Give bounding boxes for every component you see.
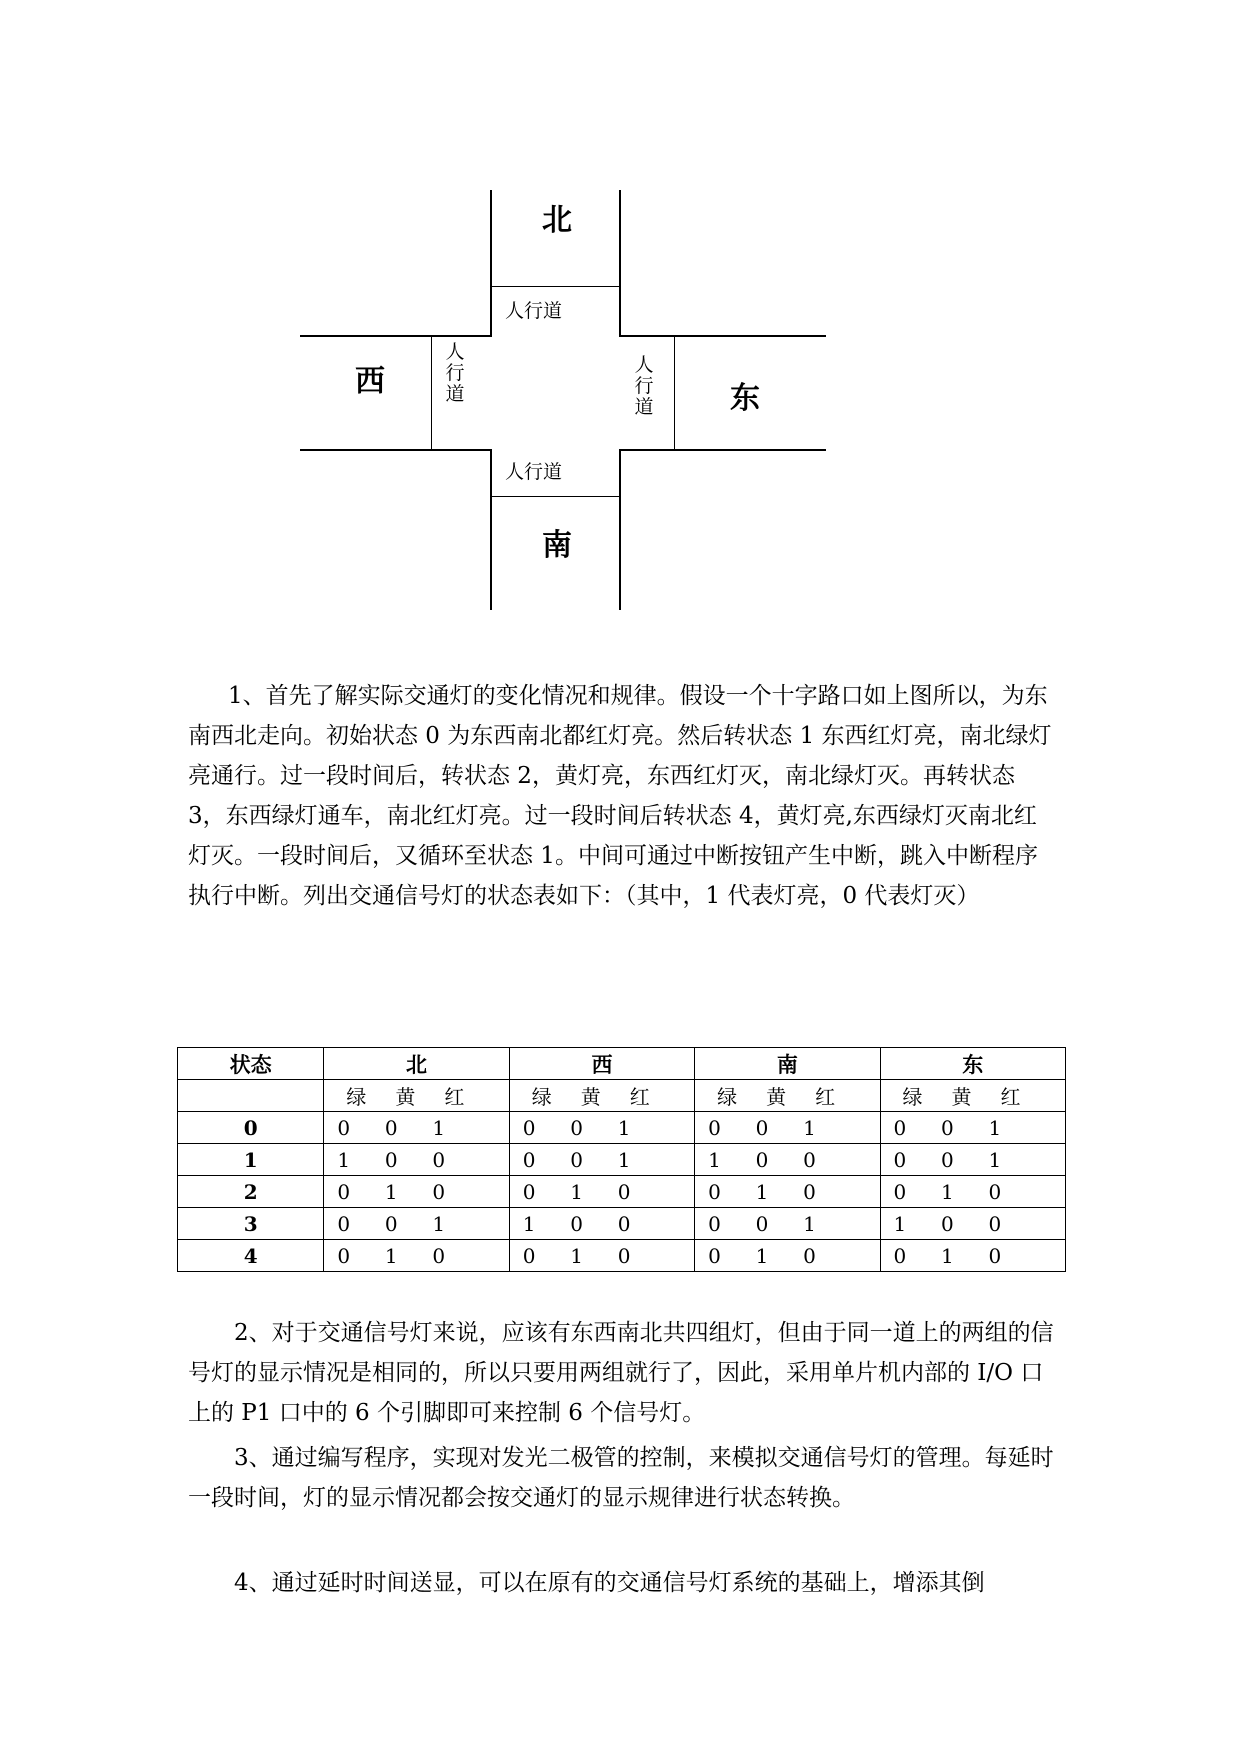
road-line <box>619 449 826 451</box>
crosswalk-border <box>674 336 675 450</box>
road-line <box>300 449 492 451</box>
group-header-west: 西 <box>509 1048 694 1080</box>
table-row: 0 0 0 1 0 0 1 0 0 1 0 0 1 <box>178 1112 1066 1144</box>
crosswalk-north-label: 人行道 <box>505 300 563 322</box>
paragraph-2: 2、对于交通信号灯来说，应该有东西南北共四组灯，但由于同一道上的两组的信号灯的显示情况是相同的，所以只要用两组就行了，因此，采用单片机内部的 I/O 口上的 P1 口中的 6 个引脚即可来控制 6 个信号灯。 <box>188 1320 1054 1426</box>
crosswalk-west-label: 人 行 道 <box>445 341 465 405</box>
crosswalk-border <box>490 496 621 497</box>
road-line <box>490 450 492 610</box>
road-line <box>619 335 826 337</box>
table-row: 2 0 1 0 0 1 0 0 1 0 0 1 0 <box>178 1176 1066 1208</box>
road-line <box>619 190 621 336</box>
table-header-row <box>178 1048 1066 1080</box>
table-row: 1 1 0 0 0 0 1 1 0 0 0 0 1 <box>178 1144 1066 1176</box>
table-row: 4 0 1 0 0 1 0 0 1 0 0 1 0 <box>178 1240 1066 1272</box>
paragraph-4: 4、通过延时时间送显，可以在原有的交通信号灯系统的基础上，增添其倒 <box>234 1570 985 1596</box>
crosswalk-border <box>490 286 621 287</box>
table-row: 3 0 0 1 1 0 0 0 0 1 1 0 0 <box>178 1208 1066 1240</box>
crosswalk-east-label: 人 行 道 <box>634 354 654 418</box>
paragraph-1: 1、首先了解实际交通灯的变化情况和规律。假设一个十字路口如上图所以，为东南西北走向。初始状态 0 为东西南北都红灯亮。然后转状态 1 东西红灯亮，南北绿灯亮通行。过一段时间后，转状态 2，黄灯亮，东西红灯灭，南北绿灯灭。再转状态 3，东西绿灯通车，南北红灯亮。过一段时间后转状态 4，黄灯亮,东西绿灯灭南北红灯灭。一段时间后，又循环至状态 1。中间可通过中断按钮产生中断，跳入中断程序执行中断。列出交通信号灯的状态表如下：（其中，1 代表灯亮，0 代表灯灭） <box>188 683 1052 909</box>
crosswalk-south-label: 人行道 <box>505 461 563 483</box>
state-header: 状态 <box>178 1048 324 1080</box>
road-line <box>300 335 492 337</box>
crosswalk-border <box>431 336 432 450</box>
group-header-east: 东 <box>880 1048 1065 1080</box>
group-header-south: 南 <box>695 1048 880 1080</box>
state-table <box>177 1047 1066 1272</box>
road-line <box>619 450 621 610</box>
direction-south: 南 <box>542 528 572 563</box>
road-line <box>490 190 492 336</box>
direction-north: 北 <box>542 203 572 238</box>
direction-west: 西 <box>355 364 385 399</box>
group-header-north: 北 <box>324 1048 509 1080</box>
table-subheader-row: 绿 黄 红 绿 黄 红 绿 黄 红 绿 黄 红 <box>178 1080 1066 1112</box>
paragraph-3: 3、通过编写程序，实现对发光二极管的控制，来模拟交通信号灯的管理。每延时一段时间，灯的显示情况都会按交通灯的显示规律进行状态转换。 <box>188 1445 1054 1511</box>
direction-east: 东 <box>730 381 760 416</box>
